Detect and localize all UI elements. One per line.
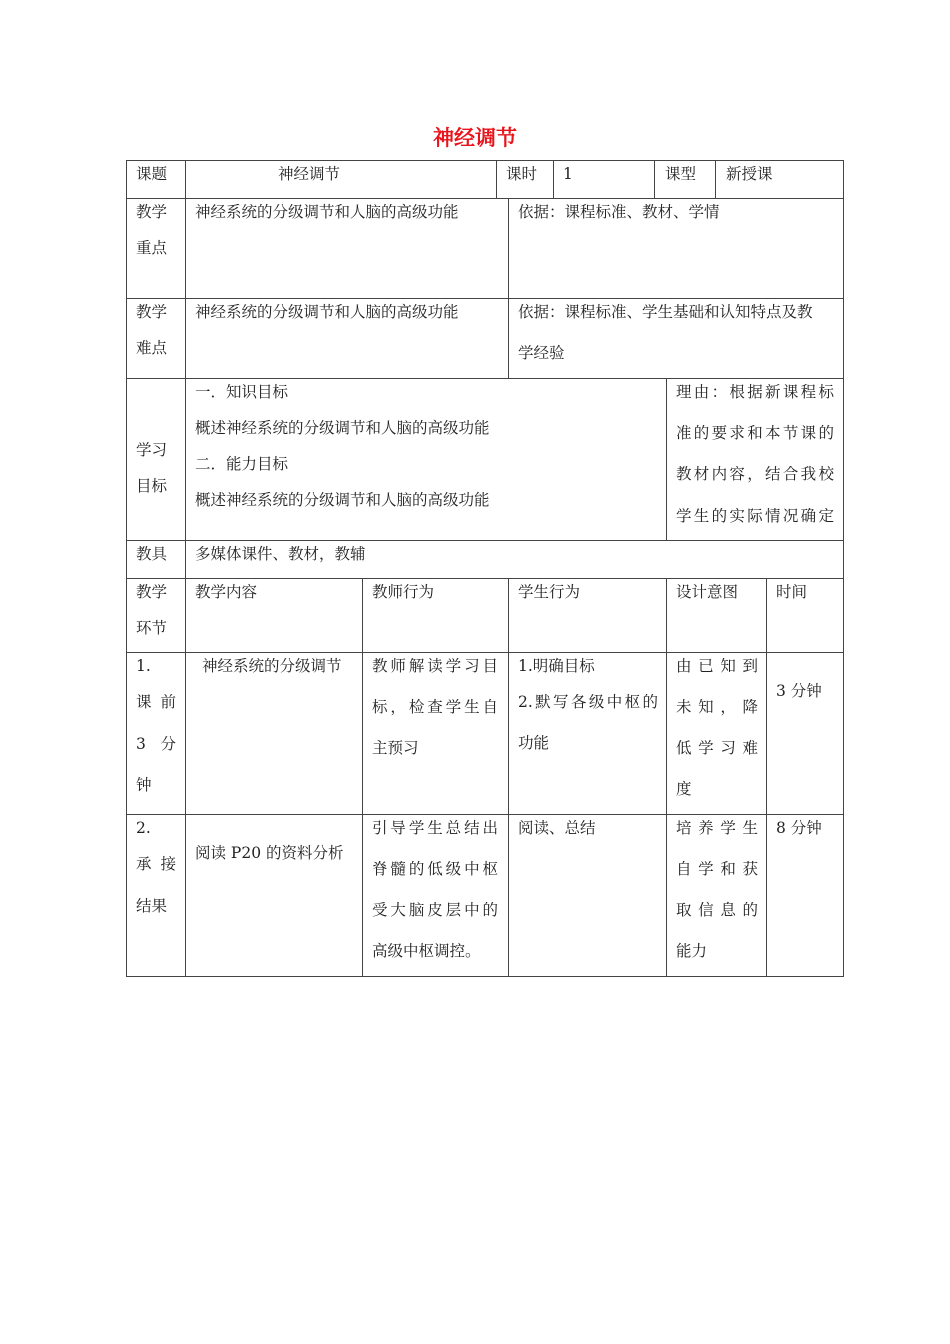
goals-reason: 准的要求和本节课的 — [676, 424, 834, 442]
goals-line: 一．知识目标 — [195, 383, 289, 401]
difficulty-basis: 学经验 — [518, 344, 565, 362]
table-border — [126, 160, 127, 977]
goals-line: 概述神经系统的分级调节和人脑的高级功能 — [195, 491, 490, 509]
table-divider — [185, 578, 186, 976]
table-divider — [508, 198, 509, 378]
key-points-content: 神经系统的分级调节和人脑的高级功能 — [195, 203, 459, 221]
page-title: 神经调节 — [433, 126, 517, 150]
table-border — [843, 160, 844, 977]
goals-line: 二．能力目标 — [195, 455, 289, 473]
teacher-cell: 标，检查学生自 — [372, 698, 498, 716]
goals-reason: 教材内容，结合我校 — [676, 465, 834, 483]
header-teacher: 教师行为 — [372, 583, 435, 601]
intent-cell: 培养学生 — [676, 819, 758, 837]
teacher-cell: 主预习 — [372, 739, 419, 757]
table-divider — [126, 198, 844, 199]
goals-label: 学习 — [136, 441, 168, 459]
table-divider — [185, 160, 186, 198]
content-cell: 神经系统的分级调节 — [202, 657, 342, 675]
table-border — [126, 976, 844, 977]
student-cell: 功能 — [518, 734, 550, 752]
table-divider — [553, 160, 554, 198]
table-divider — [766, 578, 767, 976]
stage-cell: 2. — [136, 819, 151, 837]
tools-value: 多媒体课件、教材，教辅 — [195, 545, 366, 563]
stage-cell: 承 接 — [136, 855, 176, 873]
hours-label: 课时 — [506, 165, 538, 183]
stage-cell: 课 前 — [136, 693, 176, 711]
intent-cell: 未知，降 — [676, 698, 758, 716]
student-cell: 2.默写各级中枢的 — [518, 693, 658, 711]
goals-reason: 学生的实际情况确定 — [676, 507, 834, 525]
intent-cell: 度 — [676, 780, 692, 798]
table-divider — [126, 378, 844, 379]
table-divider — [126, 814, 844, 815]
difficulty-label: 教学 — [136, 303, 168, 321]
table-divider — [126, 298, 844, 299]
goals-line: 概述神经系统的分级调节和人脑的高级功能 — [195, 419, 490, 437]
difficulty-basis: 依据：课程标准、学生基础和认知特点及教 — [518, 303, 813, 321]
content-cell: 阅读 P20 的资料分析 — [195, 844, 344, 862]
intent-cell: 自学和获 — [676, 860, 758, 878]
table-divider — [654, 160, 655, 198]
table-divider — [126, 540, 844, 541]
key-points-label: 教学 — [136, 203, 168, 221]
table-divider — [362, 578, 363, 976]
table-divider — [715, 160, 716, 198]
table-divider — [185, 540, 186, 578]
header-student: 学生行为 — [518, 583, 581, 601]
type-value: 新授课 — [726, 165, 773, 183]
stage-cell: 3 分 — [136, 735, 176, 753]
intent-cell: 由已知到 — [676, 657, 758, 675]
goals-reason: 理由：根据新课程标 — [676, 383, 834, 401]
table-divider — [666, 378, 667, 540]
header-intent: 设计意图 — [676, 583, 739, 601]
teacher-cell: 高级中枢调控。 — [372, 942, 481, 960]
time-cell: 8 分钟 — [776, 819, 822, 837]
table-divider — [666, 578, 667, 976]
table-divider — [496, 160, 497, 198]
intent-cell: 低学习难 — [676, 739, 758, 757]
student-cell: 阅读、总结 — [518, 819, 596, 837]
tools-label: 教具 — [136, 545, 168, 563]
stage-cell: 1. — [136, 657, 151, 675]
subject-value: 神经调节 — [278, 165, 341, 183]
difficulty-content: 神经系统的分级调节和人脑的高级功能 — [195, 303, 459, 321]
table-divider — [126, 652, 844, 653]
type-label: 课型 — [665, 165, 697, 183]
stage-cell: 结果 — [136, 897, 168, 915]
intent-cell: 能力 — [676, 942, 708, 960]
teacher-cell: 受大脑皮层中的 — [372, 901, 498, 919]
table-border — [126, 160, 844, 161]
difficulty-label: 难点 — [136, 339, 168, 357]
teacher-cell: 脊髓的低级中枢 — [372, 860, 498, 878]
lesson-plan-table — [126, 160, 844, 976]
intent-cell: 取信息的 — [676, 901, 758, 919]
student-cell: 1.明确目标 — [518, 657, 595, 675]
key-points-basis: 依据：课程标准、教材、学情 — [518, 203, 720, 221]
key-points-label: 重点 — [136, 239, 168, 257]
goals-label: 目标 — [136, 477, 168, 495]
table-divider — [508, 578, 509, 976]
teacher-cell: 引导学生总结出 — [372, 819, 498, 837]
table-divider — [185, 378, 186, 540]
header-stage: 环节 — [136, 619, 168, 637]
header-stage: 教学 — [136, 583, 168, 601]
table-divider — [185, 198, 186, 378]
table-divider — [126, 578, 844, 579]
teacher-cell: 教师解读学习目 — [372, 657, 498, 675]
stage-cell: 钟 — [136, 776, 152, 794]
header-time: 时间 — [776, 583, 808, 601]
hours-value: 1 — [563, 165, 573, 183]
header-content: 教学内容 — [195, 583, 258, 601]
subject-label: 课题 — [136, 165, 168, 183]
time-cell: 3 分钟 — [776, 682, 822, 700]
